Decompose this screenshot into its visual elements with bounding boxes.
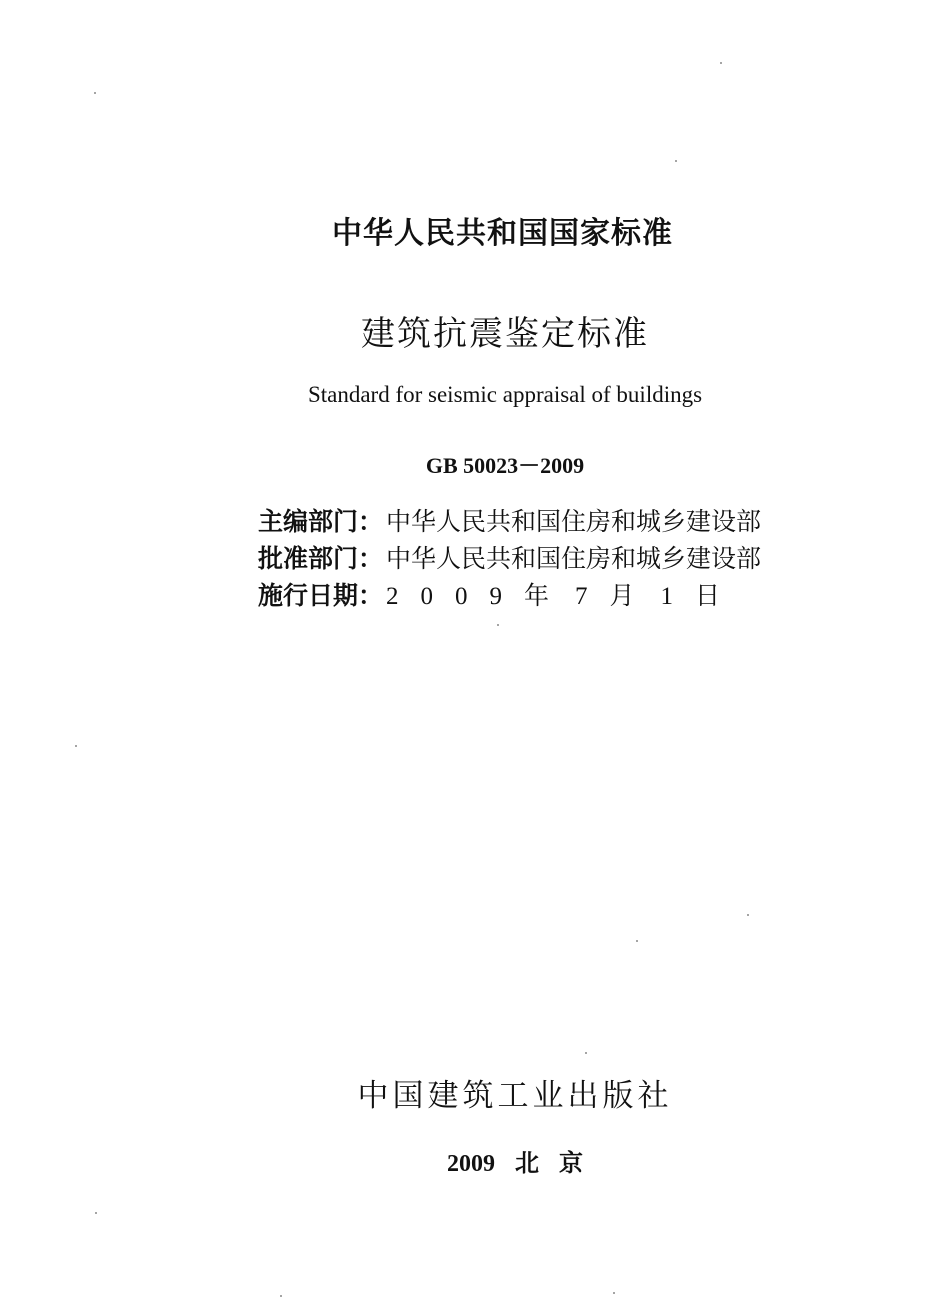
publisher: 中国建筑工业出版社 (357, 1078, 673, 1114)
date-char: 日 (695, 581, 721, 610)
date-char: 0 (420, 583, 433, 610)
approver-row (258, 540, 761, 577)
scan-speck (720, 62, 722, 64)
standard-code: GB 50023－2009 (425, 453, 585, 478)
scan-speck (280, 1295, 282, 1297)
date-char: 7 (575, 583, 588, 610)
date-char: 年 (524, 581, 550, 610)
series-heading: 中华人民共和国国家标准 (332, 216, 673, 251)
scan-speck (94, 92, 96, 94)
scan-speck (675, 160, 677, 162)
scan-speck (636, 940, 638, 942)
scan-speck (75, 745, 77, 747)
title-chinese: 建筑抗震鉴定标准 (361, 314, 649, 354)
scan-speck (95, 1212, 97, 1214)
effective-row (258, 577, 761, 615)
approver-value: 中华人民共和国住房和城乡建设部 (386, 544, 762, 573)
title-english: Standard for seismic appraisal of buildings (307, 382, 703, 407)
date-char: 9 (489, 583, 502, 610)
scan-speck (585, 1052, 587, 1054)
effective-date (386, 577, 746, 615)
date-char: 2 (386, 583, 399, 610)
date-char: 月 (609, 581, 635, 610)
date-char: 1 (660, 583, 674, 610)
effective-label: 施行日期： (258, 581, 384, 610)
date-char: 0 (455, 583, 468, 610)
scan-speck (613, 1292, 615, 1294)
editor-row (258, 503, 761, 540)
scan-speck (747, 914, 749, 916)
scan-speck (497, 624, 499, 626)
editor-value: 中华人民共和国住房和城乡建设部 (386, 507, 762, 536)
approver-label: 批准部门： (258, 544, 384, 573)
editor-label: 主编部门： (258, 507, 384, 536)
meta-block (258, 503, 761, 615)
publication-place: 2009 北 京 (447, 1151, 583, 1177)
